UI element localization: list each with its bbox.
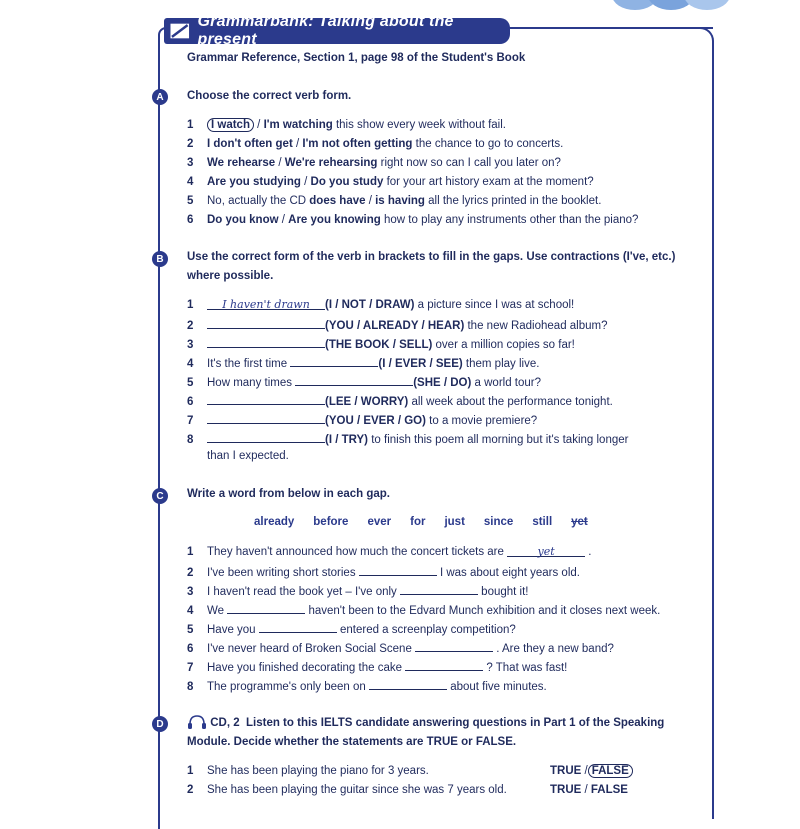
list-item: 2 She has been playing the guitar since she was 7 years old. [187,784,507,796]
section-badge-b: B [152,251,168,267]
word-bank-item: ever [367,516,392,528]
answer-gap[interactable] [207,393,325,405]
answer-gap[interactable] [369,678,447,690]
list-item: 3 (THE BOOK / SELL) over a million copies so far! [187,336,575,352]
list-item: 3 I haven't read the book yet – I've only bought it! [187,583,529,599]
section-badge-c: C [152,488,168,504]
answer-gap[interactable] [290,355,378,367]
option[interactable]: Do you know [207,214,279,226]
answer-gap[interactable] [207,431,325,443]
list-item: 5 How many times (SHE / DO) a world tour? [187,374,541,390]
answer-gap[interactable] [259,621,337,633]
option[interactable]: Do you study [310,176,384,188]
list-item: 1 They haven't announced how much the concert tickets are yet . [187,545,592,558]
word-bank-item: still [532,516,553,528]
true-option[interactable]: TRUE [550,765,582,777]
list-item: 7 Have you finished decorating the cake ? That was fast! [187,659,567,675]
answer-gap[interactable] [207,317,325,329]
page-subtitle: Grammar Reference, Section 1, page 98 of the Student's Book [187,52,526,64]
list-item: 2 I've been writing short stories I was about eight years old. [187,564,580,580]
word-bank-item: just [444,516,465,528]
list-item: 1 She has been playing the piano for 3 years. [187,765,429,777]
word-bank-item-used: yet [571,516,588,528]
list-item: 2 (YOU / ALREADY / HEAR) the new Radiohead album? [187,317,608,333]
answer-gap[interactable] [405,659,483,671]
notebook-icon [170,23,190,39]
word-bank-item: for [410,516,426,528]
answer-gap[interactable]: I haven't drawn [207,298,325,310]
word-bank-item: already [254,516,295,528]
list-item: 4 It's the first time (I / EVER / SEE) them play live. [187,355,539,371]
word-bank-item: since [483,516,514,528]
list-item: 3 We rehearse / We're rehearsing right now so can I call you later on? [187,157,561,169]
cd-track: CD, 2 [210,717,240,729]
true-false-choice: TRUE / FALSE [550,784,628,796]
page-title: Grammarbank: Talking about the present [197,13,454,48]
section-badge-a: A [152,89,168,105]
headphones-icon [187,715,207,729]
false-option-selected[interactable]: FALSE [588,764,633,778]
option[interactable]: We rehearse [207,157,276,169]
decorative-blob [684,0,730,10]
option[interactable]: does have [309,195,366,207]
selected-option[interactable]: I watch [207,118,254,132]
page-frame-right [700,27,714,819]
option[interactable]: Are you knowing [288,214,381,226]
list-item: 5 Have you entered a screenplay competition? [187,621,516,637]
list-item: 5 No, actually the CD does have / is having all the lyrics printed in the booklet. [187,195,602,207]
title-banner [164,13,510,48]
answer-gap[interactable] [227,602,305,614]
list-item: 6 (LEE / WORRY) all week about the performance tonight. [187,393,613,409]
list-item: 2 I don't often get / I'm not often getting the chance to go to concerts. [187,138,564,150]
section-d-instruction: CD, 2 Listen to this IELTS candidate answering questions in Part 1 of the Speaking Module. Decide whether the statements are TRUE or FALSE. [187,717,665,748]
option[interactable]: is having [375,195,425,207]
list-item: 1 I haven't drawn (I / NOT / DRAW) a picture since I was at school! [187,298,575,311]
word-bank-item: before [313,516,349,528]
word-bank [254,516,607,528]
list-item-continuation: than I expected. [207,450,289,462]
answer-gap[interactable]: yet [507,545,585,557]
list-item: 6 I've never heard of Broken Social Scene . Are they a new band? [187,640,614,656]
false-option[interactable]: FALSE [590,784,628,796]
section-b-instruction: Use the correct form of the verb in brackets to fill in the gaps. Use contractions (I've, etc.) where possible. [187,251,676,282]
answer-gap[interactable] [207,412,325,424]
true-option[interactable]: TRUE [550,784,582,796]
option[interactable]: I'm watching [263,119,333,131]
list-item: 6 Do you know / Are you knowing how to play any instruments other than the piano? [187,214,639,226]
list-item: 1 I watch / I'm watching this show every week without fail. [187,119,506,131]
list-item: 4 Are you studying / Do you study for your art history exam at the moment? [187,176,594,188]
answer-gap[interactable] [295,374,413,386]
option[interactable]: I'm not often getting [302,138,413,150]
answer-gap[interactable] [415,640,493,652]
option[interactable]: Are you studying [207,176,301,188]
list-item: 8 The programme's only been on about five minutes. [187,678,547,694]
answer-gap[interactable] [207,336,325,348]
true-false-choice: TRUE / FALSE [550,764,633,778]
list-item: 8 (I / TRY) to finish this poem all morning but it's taking longer [187,431,628,447]
option[interactable]: I don't often get [207,138,293,150]
answer-gap[interactable] [359,564,437,576]
section-c-instruction: Write a word from below in each gap. [187,488,390,500]
section-a-instruction: Choose the correct verb form. [187,90,352,102]
section-badge-d: D [152,716,168,732]
option[interactable]: We're rehearsing [284,157,378,169]
answer-gap[interactable] [400,583,478,595]
list-item: 7 (YOU / EVER / GO) to a movie premiere? [187,412,537,428]
list-item: 4 We haven't been to the Edvard Munch exhibition and it closes next week. [187,602,660,618]
